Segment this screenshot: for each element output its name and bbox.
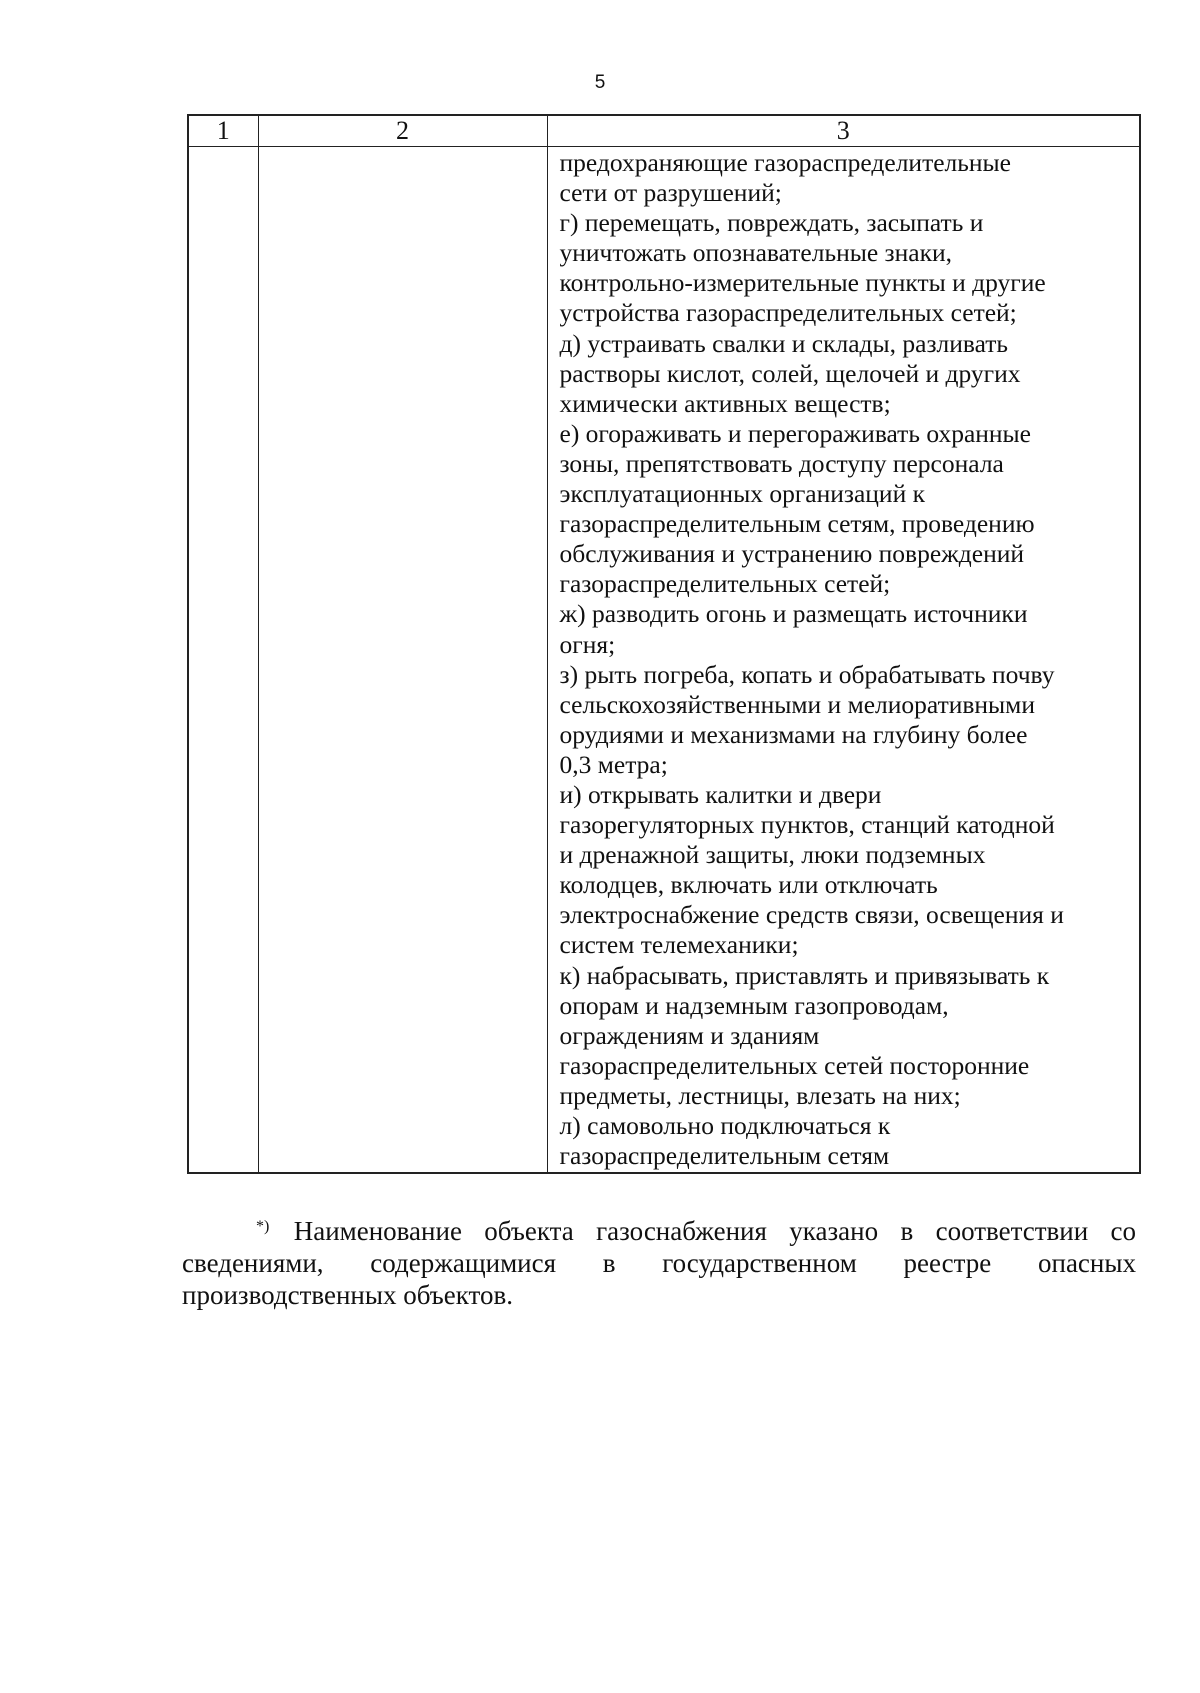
text-line: контрольно-измерительные пункты и другие	[559, 268, 1046, 298]
text-line: газораспределительным сетям, проведению	[559, 509, 1035, 539]
text-line: предметы, лестницы, влезать на них;	[559, 1080, 961, 1110]
text-line: опорам и надземным газопроводам,	[559, 990, 949, 1020]
text-line: з) рыть погреба, копать и обрабатывать почву	[559, 659, 1055, 689]
text-line: л) самовольно подключаться к	[559, 1111, 891, 1140]
document-table	[187, 114, 1141, 1174]
text-line: электроснабжение средств связи, освещения и	[559, 900, 1064, 930]
text-line: газораспределительным сетям	[559, 1141, 890, 1171]
table-cell-col-2	[258, 147, 547, 1174]
text-line: сельскохозяйственными и мелиоративными	[559, 689, 1035, 719]
text-line: колодцев, включать или отключать	[559, 870, 938, 900]
text-line: г) перемещать, повреждать, засыпать и	[559, 208, 984, 238]
text-line: и дренажной защиты, люки подземных	[559, 840, 986, 870]
text-line: ограждениям и зданиям	[559, 1020, 820, 1050]
text-line: газораспределительных сетей посторонние	[559, 1050, 1030, 1080]
text-line: систем телемеханики;	[559, 930, 799, 960]
page-number: 5	[594, 72, 606, 93]
table-cell-col-1	[188, 147, 258, 1174]
text-line: предохраняющие газораспределительные	[559, 148, 1011, 177]
text-line: и) открывать калитки и двери	[559, 779, 882, 809]
text-line: растворы кислот, солей, щелочей и других	[559, 358, 1021, 388]
table-header-row	[188, 115, 1140, 147]
text-line: 0,3 метра;	[559, 749, 668, 779]
text-line: устройства газораспределительных сетей;	[559, 298, 1017, 328]
text-line: обслуживания и устранению повреждений	[559, 539, 1025, 569]
footnote	[182, 1215, 1136, 1311]
table-header-col-1: 1	[188, 115, 258, 147]
text-line: к) набрасывать, приставлять и привязывать к	[559, 960, 1050, 990]
text-line: д) устраивать свалки и склады, разливать	[559, 328, 1009, 358]
text-line: химически активных веществ;	[559, 388, 891, 418]
text-line: газорегуляторных пунктов, станций катодной	[559, 810, 1055, 840]
text-line: зоны, препятствовать доступу персонала	[559, 448, 1004, 478]
text-line: ж) разводить огонь и размещать источники	[559, 599, 1028, 629]
table-header-col-3: 3	[547, 115, 1140, 147]
text-line: орудиями и механизмами на глубину более	[559, 719, 1028, 749]
text-line: е) огораживать и перегораживать охранные	[559, 418, 1032, 448]
footnote-mark: *)	[256, 1218, 270, 1235]
table-header-col-2: 2	[258, 115, 547, 147]
table-cell-col-3	[547, 147, 1140, 1174]
text-line: эксплуатационных организаций к	[559, 479, 925, 509]
prohibitions-text	[548, 147, 1140, 1172]
footnote-text: Наименование объекта газоснабжения указано в соответствии со сведениями, содержащимися в государственном реестре опасных производственных объектов.	[182, 1216, 1137, 1310]
footnote-paragraph	[182, 1215, 1136, 1311]
text-line: сети от разрушений;	[559, 178, 782, 208]
table-row	[188, 147, 1140, 1174]
text-line: уничтожать опознавательные знаки,	[559, 238, 952, 268]
text-line: огня;	[559, 629, 616, 659]
text-line: газораспределительных сетей;	[559, 569, 891, 599]
